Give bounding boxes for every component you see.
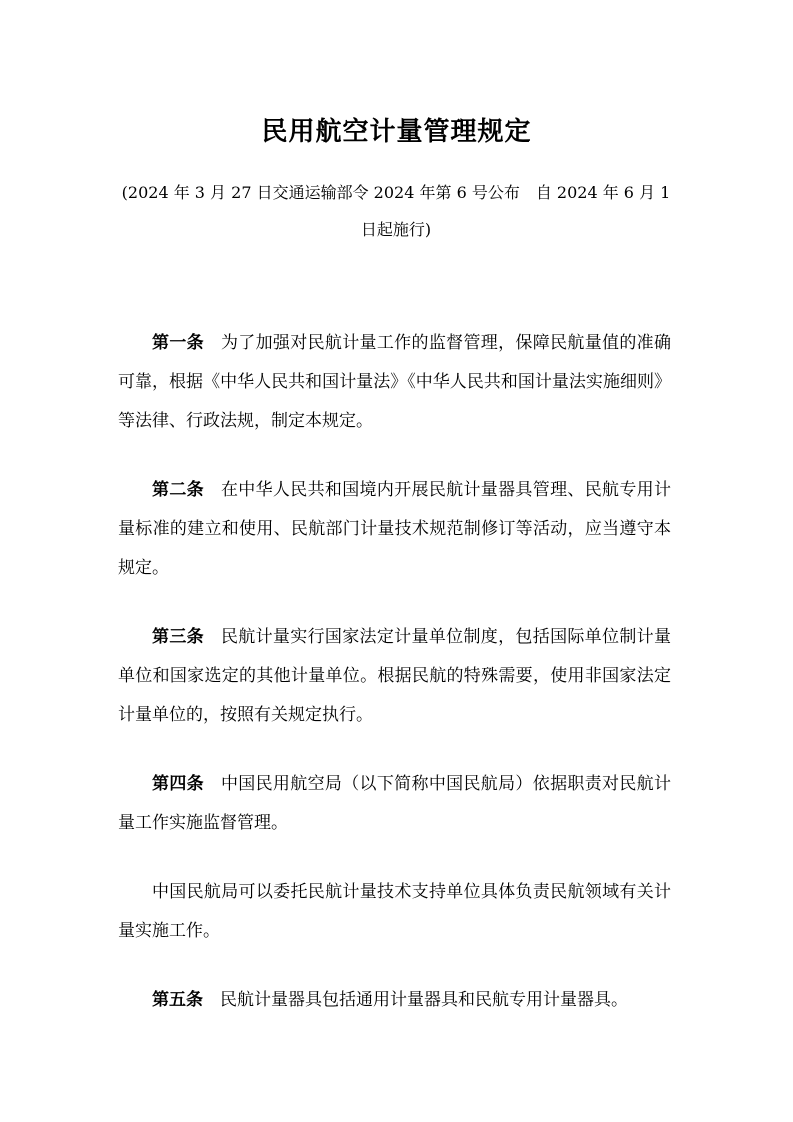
document-title: 民用航空计量管理规定	[261, 117, 532, 147]
article-number: 第二条	[152, 480, 204, 500]
article-paragraph	[118, 471, 671, 588]
article-text: 民航计量实行国家法定计量单位制度，包括国际单位制计量单位和国家选定的其他计量单位。根据民航的特殊需要，使用非国家法定计量单位的，按照有关规定执行。	[118, 627, 672, 725]
article-paragraph	[118, 765, 671, 843]
article-number: 第五条	[152, 990, 203, 1010]
document-subtitle: (2024 年 3 月 27 日交通运输部令 2024 年第 6 号公布 自 2024 年 6 月 1 日起施行)	[121, 183, 671, 239]
article-number: 第四条	[152, 774, 204, 794]
article-paragraph	[118, 873, 671, 951]
document-body	[118, 324, 671, 1050]
article-text: 为了加强对民航计量工作的监督管理，保障民航量值的准确可靠，根据《中华人民共和国计量法》《中华人民共和国计量法实施细则》等法律、行政法规，制定本规定。	[118, 333, 672, 431]
article-number: 第三条	[152, 627, 204, 647]
article-number: 第一条	[152, 333, 204, 353]
article-paragraph	[118, 981, 671, 1020]
article-text: 在中华人民共和国境内开展民航计量器具管理、民航专用计量标准的建立和使用、民航部门计量技术规范制修订等活动，应当遵守本规定。	[118, 480, 672, 578]
article-text: 中国民航局可以委托民航计量技术支持单位具体负责民航领域有关计量实施工作。	[118, 882, 671, 941]
article-paragraph	[118, 618, 671, 735]
article-paragraph	[118, 324, 671, 441]
article-text: 中国民用航空局（以下简称中国民航局）依据职责对民航计量工作实施监督管理。	[118, 774, 672, 833]
article-text: 民航计量器具包括通用计量器具和民航专用计量器具。	[220, 990, 628, 1010]
